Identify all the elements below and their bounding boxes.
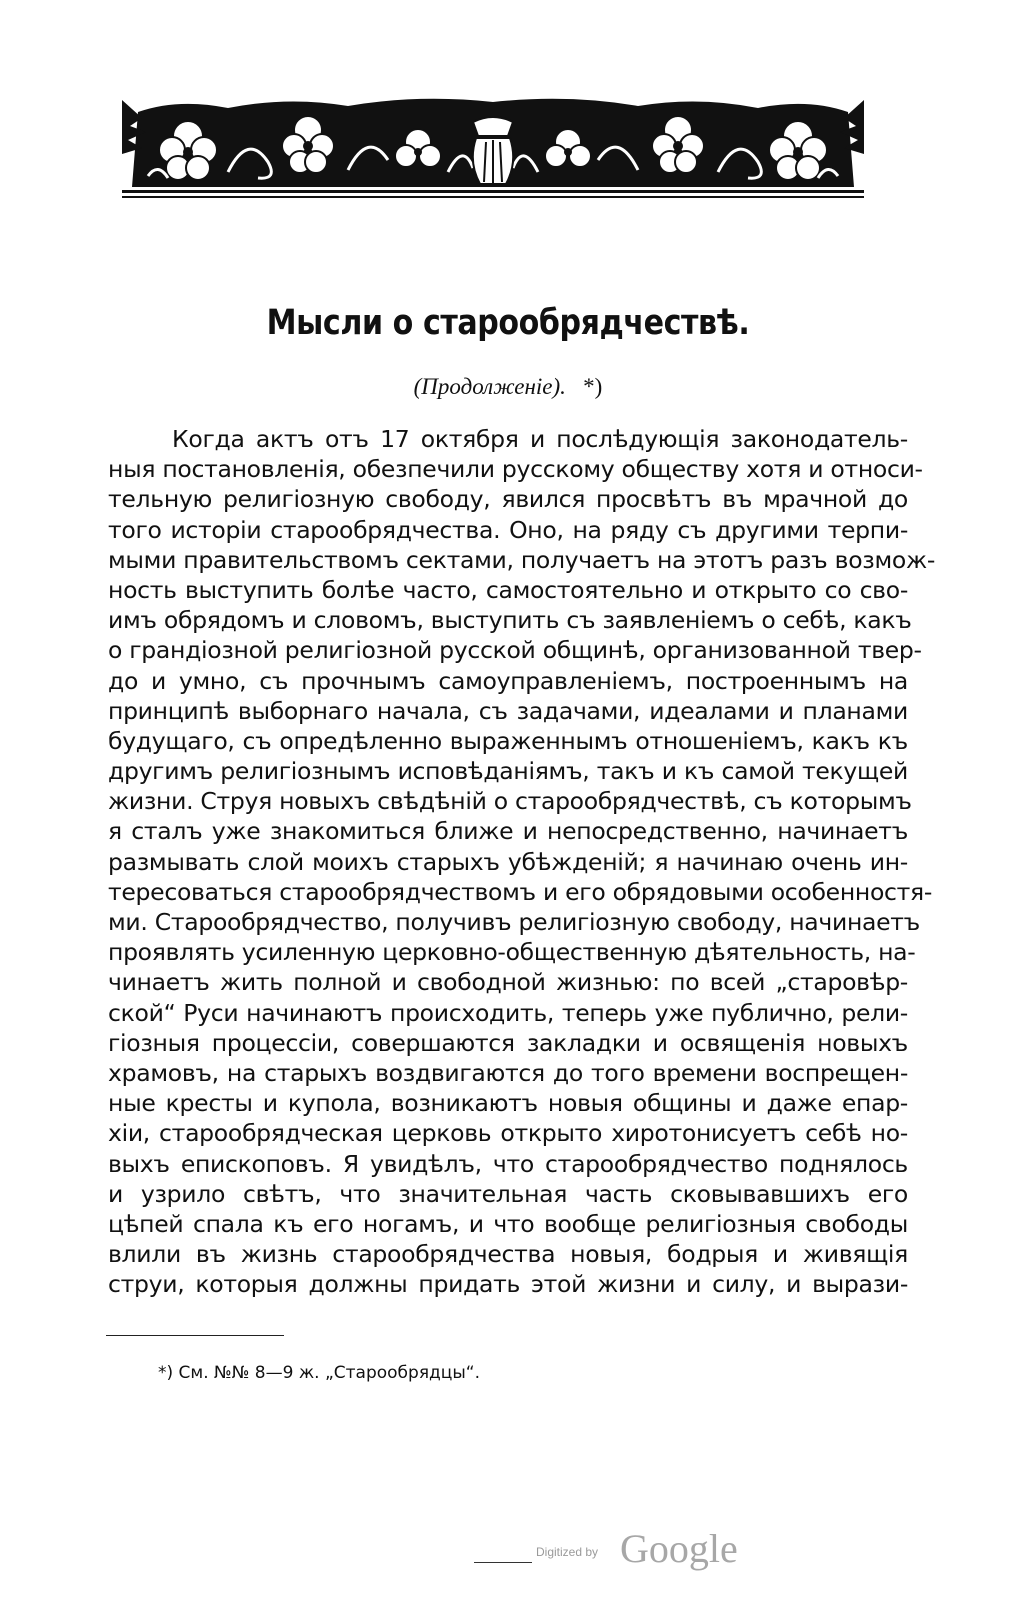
body-line: мыми правительствомъ сектами, получаетъ на этотъ разъ возмож- <box>108 545 936 574</box>
body-line: ныя постановленія, обезпечили русскому обществу хотя и относи- <box>108 455 923 484</box>
body-line: и узрило свѣтъ, что значительная часть сковывавшихъ его <box>108 1179 908 1208</box>
body-line: ность выступить болѣе часто, самостоятельно и открыто со сво- <box>108 575 908 604</box>
body-line: цѣпей спала къ его ногамъ, и что вообще религіозныя свободы <box>108 1209 908 1238</box>
body-line: выхъ епископовъ. Я увидѣлъ, что старообрядчество поднялось <box>108 1149 908 1178</box>
body-line: принципѣ выборнаго начала, съ задачами, идеалами и планами <box>108 696 908 725</box>
body-line: ми. Старообрядчество, получивъ религіозную свободу, начинаетъ <box>108 908 920 936</box>
body-line: размывать слой моихъ старыхъ убѣжденій; я начинаю очень ин- <box>108 847 908 876</box>
body-line: я сталъ уже знакомиться ближе и непосредственно, начинаетъ <box>108 817 908 846</box>
continuation-note: (Продолженіе). <box>413 374 566 399</box>
body-line: ской“ Руси начинаютъ происходить, теперь уже публично, рели- <box>108 998 908 1027</box>
body-line: чинаетъ жить полной и свободной жизнью: по всей „старовѣр- <box>108 968 908 997</box>
body-line: о грандіозной религіозной русской общинѣ, организованной твер- <box>108 636 922 665</box>
body-line: ные кресты и купола, возникаютъ новыя общины и даже епар- <box>108 1089 908 1118</box>
body-line: до и умно, съ прочнымъ самоуправленіемъ, построеннымъ на <box>108 666 908 695</box>
body-line: струи, которыя должны придать этой жизни и силу, и вырази- <box>108 1270 908 1299</box>
body-line: Когда актъ отъ 17 октября и послѣдующія законодатель- <box>172 425 908 453</box>
body-line: тельную религіозную свободу, явился просвѣтъ въ мрачной до <box>108 485 908 514</box>
body-line: хіи, старообрядческая церковь открыто хиротонисуетъ себѣ но- <box>108 1119 908 1148</box>
decorative-floral-header <box>118 92 868 208</box>
body-line: того исторіи старообрядчества. Оно, на ряду съ другими терпи- <box>108 515 908 544</box>
article-body <box>108 424 936 1299</box>
digitized-by-label: Digitized by <box>536 1545 599 1559</box>
footnote: *) См. №№ 8—9 ж. „Старообрядцы“. <box>158 1363 481 1383</box>
body-line: проявлять усиленную церковно-общественную дѣятельность, на- <box>108 938 916 967</box>
footnote-marker: *) <box>583 374 603 399</box>
google-logo: Google <box>620 1526 738 1571</box>
article-title: Мысли о старообрядчествѣ. <box>266 303 750 343</box>
body-line: тересоваться старообрядчествомъ и его обрядовыми особенностя- <box>108 877 933 906</box>
bottom-page-mark <box>474 1562 532 1563</box>
body-line: будущаго, съ опредѣленно выраженнымъ отношеніемъ, какъ къ <box>108 726 908 755</box>
body-line: влили въ жизнь старообрядчества новыя, бодрыя и живящія <box>108 1240 908 1269</box>
body-line: другимъ религіознымъ исповѣданіямъ, такъ и къ самой текущей <box>108 757 908 786</box>
footnote-separator <box>106 1335 284 1336</box>
body-line: храмовъ, на старыхъ воздвигаются до того времени воспрещен- <box>108 1058 908 1087</box>
body-line: имъ обрядомъ и словомъ, выступить съ заявленіемъ о себѣ, какъ <box>108 606 912 635</box>
article-subtitle <box>0 374 1016 400</box>
body-line: гіозныя процессіи, совершаются закладки и освященія новыхъ <box>108 1028 908 1057</box>
body-line: жизни. Струя новыхъ свѣдѣній о старообрядчествѣ, съ которымъ <box>108 787 912 816</box>
